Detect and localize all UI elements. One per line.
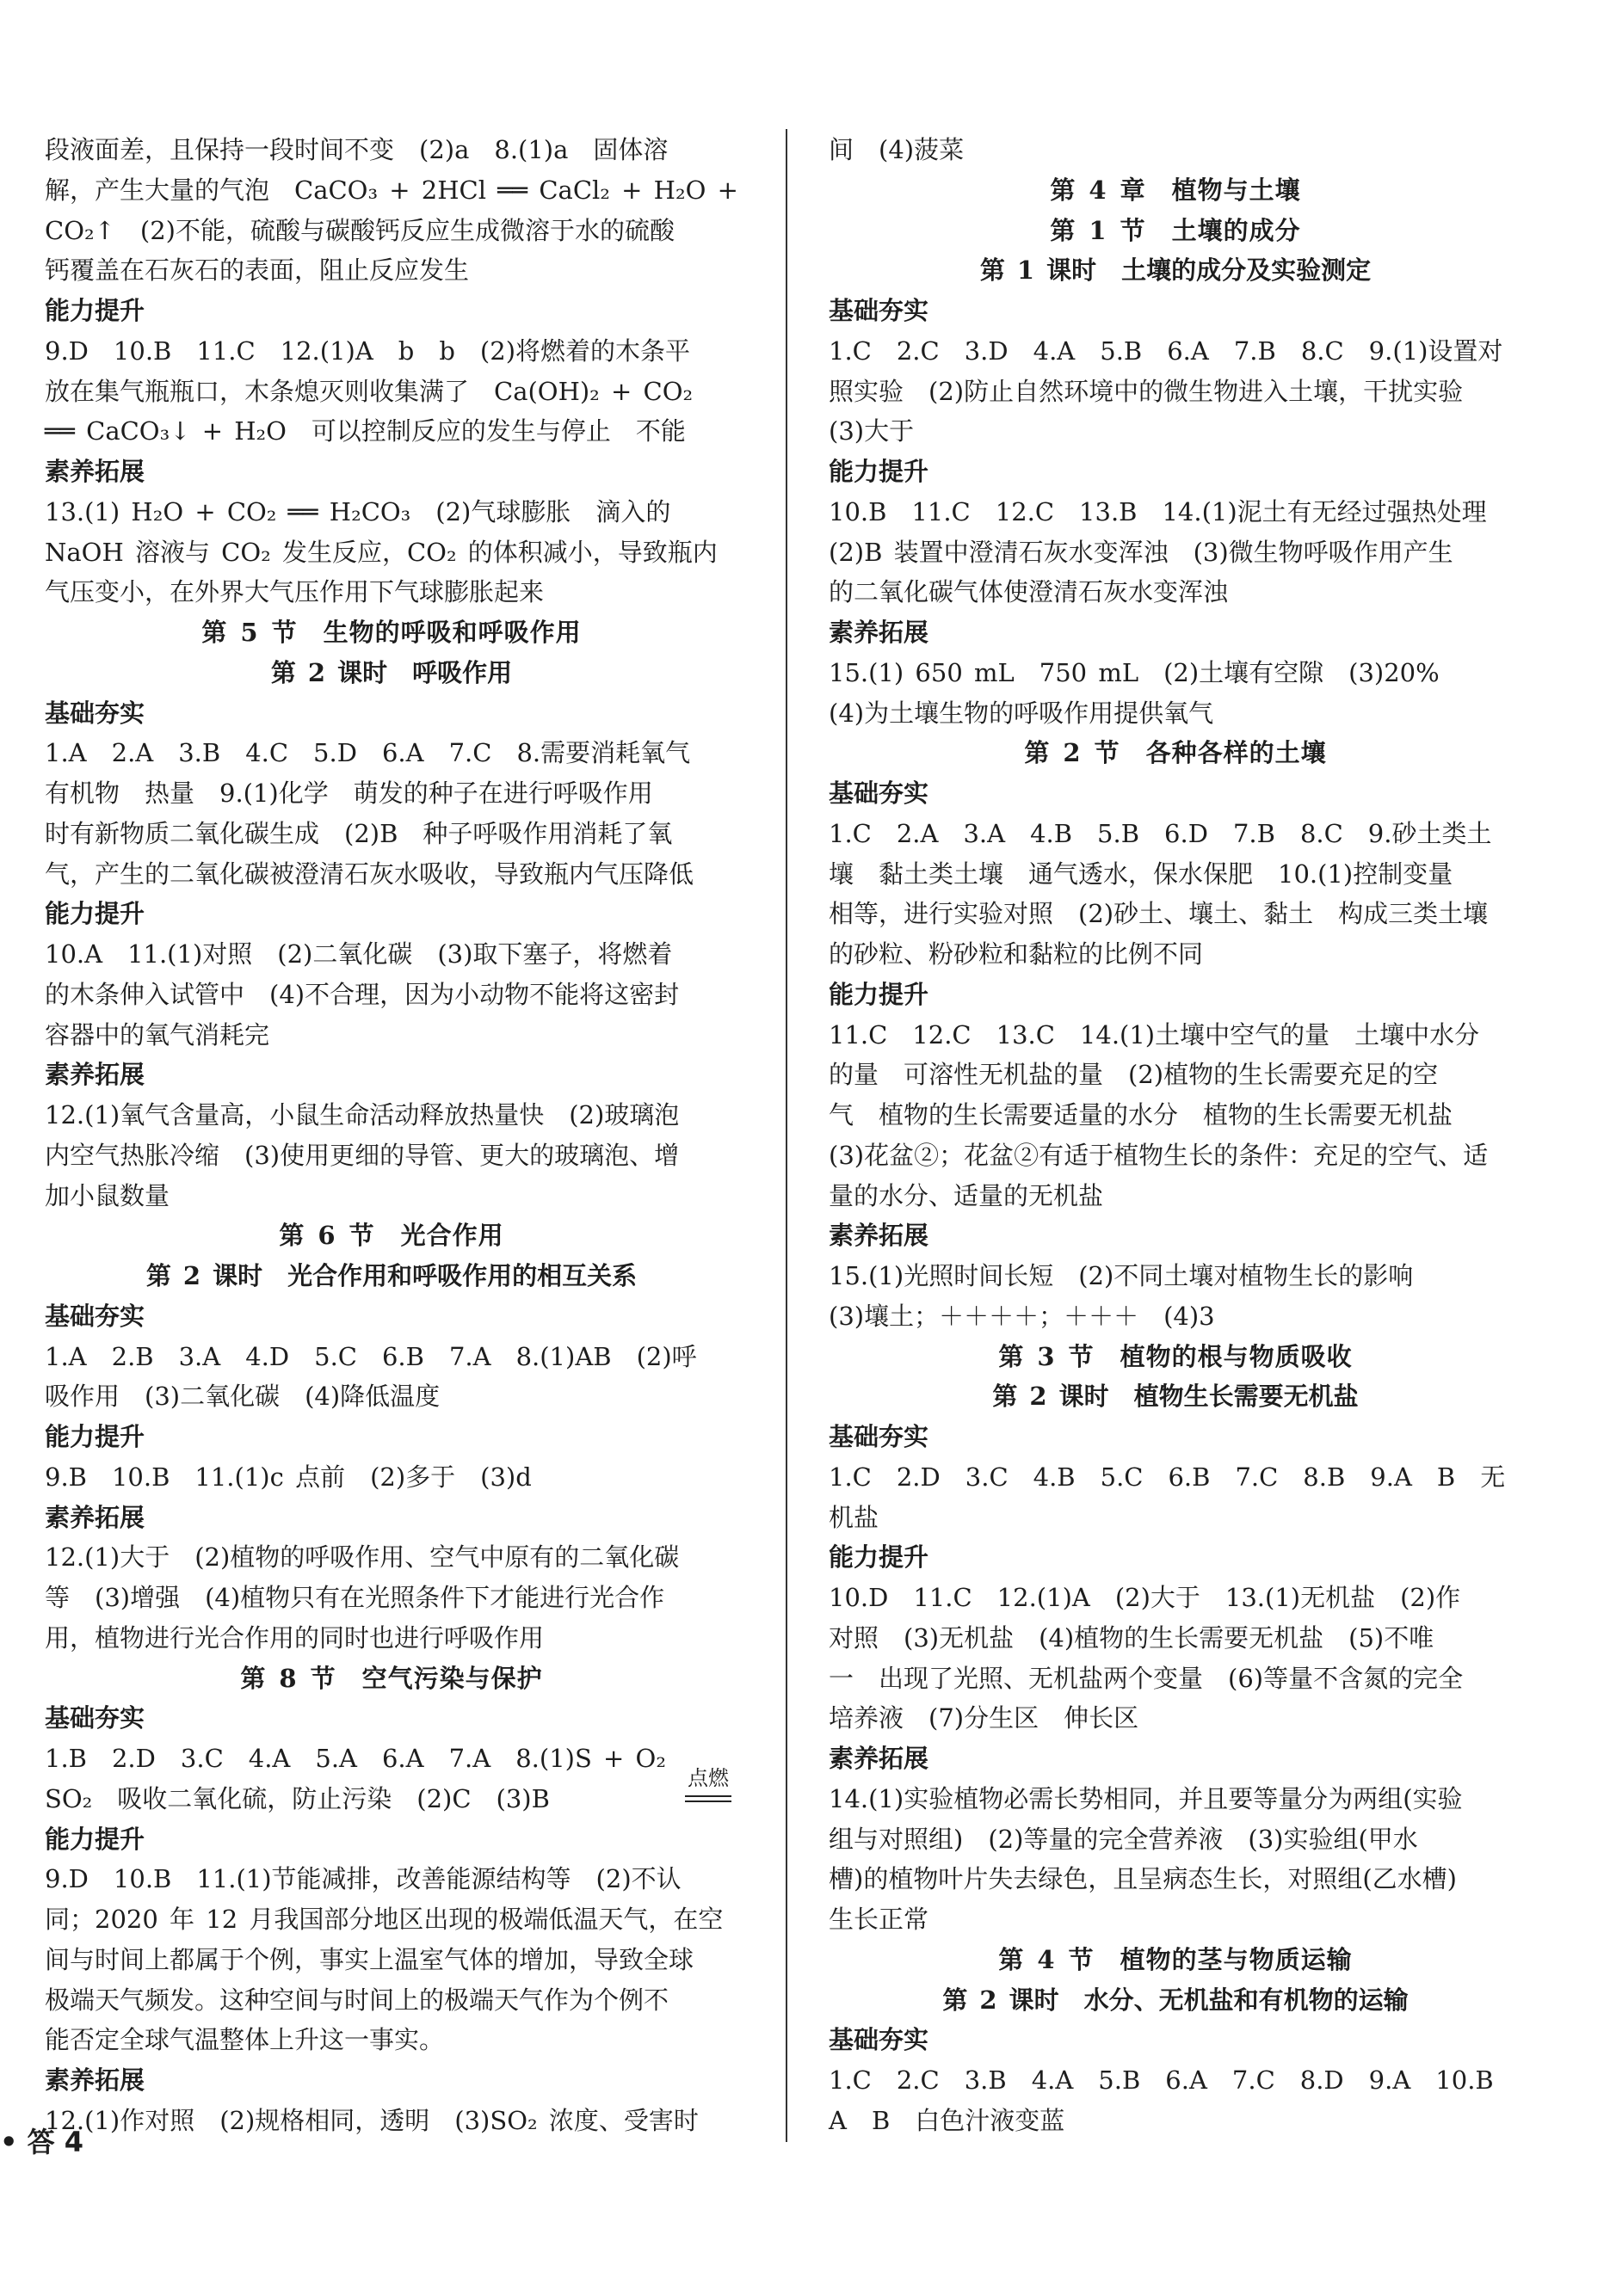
answer-line: 对照 (3)无机盐 (4)植物的生长需要无机盐 (5)不唯 bbox=[829, 1622, 1434, 1653]
section-heading: 第 4 章 植物与土壤 bbox=[1050, 175, 1301, 205]
section-label: 素养拓展 bbox=[45, 457, 145, 486]
answer-line: ══ CaCO₃↓ + H₂O 可以控制反应的发生与停止 不能 bbox=[45, 416, 686, 446]
answer-line: 气 植物的生长需要适量的水分 植物的生长需要无机盐 bbox=[829, 1100, 1453, 1130]
answer-line: 解，产生大量的气泡 CaCO₃ + 2HCl ══ CaCl₂ + H₂O + bbox=[45, 175, 738, 205]
section-label: 素养拓展 bbox=[45, 2065, 145, 2095]
answer-line: 段液面差，且保持一段时间不变 (2)a 8.(1)a 固体溶 bbox=[45, 135, 669, 164]
section-label: 基础夯实 bbox=[829, 779, 929, 808]
answer-line: 10.A 11.(1)对照 (2)二氧化碳 (3)取下塞子，将燃着 bbox=[45, 939, 673, 969]
answer-line: 12.(1)大于 (2)植物的呼吸作用、空气中原有的二氧化碳 bbox=[45, 1542, 680, 1573]
section-label: 能力提升 bbox=[829, 1542, 929, 1573]
answer-line: NaOH 溶液与 CO₂ 发生反应，CO₂ 的体积减小，导致瓶内 bbox=[45, 537, 718, 567]
answer-line: 12.(1)作对照 (2)规格相同，透明 (3)SO₂ 浓度、受害时 bbox=[45, 2105, 699, 2135]
lesson-heading: 第 2 课时 呼吸作用 bbox=[270, 657, 513, 687]
answer-line: 同；2020 年 12 月我国部分地区出现的极端低温天气，在空 bbox=[45, 1905, 724, 1934]
lesson-heading: 第 2 课时 水分、无机盐和有机物的运输 bbox=[942, 1985, 1409, 2015]
answer-line: A B 白色汁液变蓝 bbox=[829, 2105, 1065, 2135]
answer-line: 12.(1)氧气含量高，小鼠生命活动释放热量快 (2)玻璃泡 bbox=[45, 1100, 680, 1130]
section-label: 基础夯实 bbox=[829, 2025, 929, 2055]
answer-line: 加小鼠数量 bbox=[45, 1180, 170, 1210]
section-label: 基础夯实 bbox=[45, 698, 145, 728]
answer-line: 气压变小，在外界大气压作用下气球膨胀起来 bbox=[45, 577, 545, 607]
answer-line: 15.(1) 650 mL 750 mL (2)土壤有空隙 (3)20% bbox=[829, 657, 1440, 687]
answer-line: 的木条伸入试管中 (4)不合理，因为小动物不能将这密封 bbox=[45, 979, 680, 1009]
answer-line: 容器中的氧气消耗完 bbox=[45, 1019, 270, 1050]
answer-line: 培养液 (7)分生区 伸长区 bbox=[829, 1703, 1139, 1733]
section-heading: 第 6 节 光合作用 bbox=[279, 1221, 504, 1251]
section-label: 能力提升 bbox=[829, 457, 929, 486]
answer-line: (3)大于 bbox=[829, 416, 915, 446]
answer-line: 吸作用 (3)二氧化碳 (4)降低温度 bbox=[45, 1382, 441, 1412]
page-footer: • 答 4 bbox=[0, 2126, 84, 2158]
section-label: 基础夯实 bbox=[829, 296, 929, 325]
answer-line: 1.C 2.C 3.D 4.A 5.B 6.A 7.B 8.C 9.(1)设置对 bbox=[829, 335, 1503, 366]
answer-line: 生长正常 bbox=[829, 1905, 929, 1934]
answer-line: 1.C 2.D 3.C 4.B 5.C 6.B 7.C 8.B 9.A B 无 bbox=[829, 1462, 1506, 1492]
section-heading: 第 1 节 土壤的成分 bbox=[1050, 215, 1301, 245]
answer-line: 1.B 2.D 3.C 4.A 5.A 6.A 7.A 8.(1)S + O₂ bbox=[45, 1744, 666, 1773]
answer-line: 一 出现了光照、无机盐两个变量 (6)等量不含氮的完全 bbox=[829, 1663, 1464, 1693]
answer-line: (4)为土壤生物的呼吸作用提供氧气 bbox=[829, 698, 1214, 728]
answer-line: 9.B 10.B 11.(1)c 点前 (2)多于 (3)d bbox=[45, 1462, 532, 1492]
answer-line: 1.A 2.A 3.B 4.C 5.D 6.A 7.C 8.需要消耗氧气 bbox=[45, 738, 691, 768]
answer-line: (3)花盆②；花盆②有适于植物生长的条件：充足的空气、适 bbox=[829, 1140, 1489, 1170]
section-label: 能力提升 bbox=[45, 296, 145, 325]
section-heading: 第 3 节 植物的根与物质吸收 bbox=[998, 1341, 1353, 1371]
section-label: 素养拓展 bbox=[45, 1502, 145, 1532]
answer-line: 相等，进行实验对照 (2)砂土、壤土、黏土 构成三类土壤 bbox=[829, 899, 1489, 929]
lesson-heading: 第 1 课时 土壤的成分及实验测定 bbox=[979, 255, 1372, 286]
answer-line: 时有新物质二氧化碳生成 (2)B 种子呼吸作用消耗了氧 bbox=[45, 818, 673, 848]
answer-line: 15.(1)光照时间长短 (2)不同土壤对植物生长的影响 bbox=[829, 1261, 1414, 1290]
answer-line: 槽)的植物叶片失去绿色，且呈病态生长，对照组(乙水槽) bbox=[829, 1864, 1457, 1894]
answer-line: 1.C 2.A 3.A 4.B 5.B 6.D 7.B 8.C 9.砂土类土 bbox=[829, 818, 1492, 848]
answer-line: 13.(1) H₂O + CO₂ ══ H₂CO₃ (2)气球膨胀 滴入的 bbox=[45, 496, 671, 526]
equals-bar-top bbox=[685, 1795, 731, 1797]
section-label: 素养拓展 bbox=[829, 1744, 929, 1773]
answer-line: 组与对照组) (2)等量的完全营养液 (3)实验组(甲水 bbox=[829, 1824, 1418, 1854]
reaction-condition bbox=[685, 1766, 731, 1790]
answer-line: (2)B 装置中澄清石灰水变浑浊 (3)微生物呼吸作用产生 bbox=[829, 537, 1453, 567]
column-divider bbox=[786, 129, 787, 2142]
answer-line: SO₂ 吸收二氧化硫，防止污染 (2)C (3)B bbox=[45, 1783, 550, 1813]
section-label: 能力提升 bbox=[45, 899, 145, 929]
answer-line: 量的水分、适量的无机盐 bbox=[829, 1180, 1104, 1210]
answer-line: 机盐 bbox=[829, 1502, 879, 1532]
answer-line: 放在集气瓶瓶口，木条熄灭则收集满了 Ca(OH)₂ + CO₂ bbox=[45, 376, 694, 406]
section-heading: 第 8 节 空气污染与保护 bbox=[240, 1663, 543, 1693]
answer-line: 的砂粒、粉砂粒和黏粒的比例不同 bbox=[829, 939, 1204, 969]
section-heading: 第 5 节 生物的呼吸和呼吸作用 bbox=[201, 618, 582, 647]
answer-line: 间与时间上都属于个例，事实上温室气体的增加，导致全球 bbox=[45, 1944, 694, 1974]
section-label: 基础夯实 bbox=[45, 1301, 145, 1331]
lesson-heading: 第 2 课时 植物生长需要无机盐 bbox=[992, 1382, 1359, 1412]
answer-line: 有机物 热量 9.(1)化学 萌发的种子在进行呼吸作用 bbox=[45, 779, 653, 808]
section-label: 基础夯实 bbox=[829, 1422, 929, 1451]
lesson-heading: 第 2 课时 光合作用和呼吸作用的相互关系 bbox=[145, 1261, 638, 1290]
answer-line: 间 (4)菠菜 bbox=[829, 135, 965, 164]
section-label: 素养拓展 bbox=[45, 1060, 145, 1090]
section-label: 能力提升 bbox=[45, 1422, 145, 1451]
section-label: 素养拓展 bbox=[829, 618, 929, 647]
answer-line: 极端天气频发。这种空间与时间上的极端天气作为个例不 bbox=[45, 1985, 669, 2015]
section-heading: 第 4 节 植物的茎与物质运输 bbox=[998, 1944, 1353, 1974]
section-label: 能力提升 bbox=[45, 1824, 145, 1854]
answer-line: 的二氧化碳气体使澄清石灰水变浑浊 bbox=[829, 577, 1229, 607]
answer-line: 内空气热胀冷缩 (3)使用更细的导管、更大的玻璃泡、增 bbox=[45, 1140, 680, 1170]
answer-line: 壤 黏土类土壤 通气透水，保水保肥 10.(1)控制变量 bbox=[829, 859, 1453, 889]
answer-line: 10.D 11.C 12.(1)A (2)大于 13.(1)无机盐 (2)作 bbox=[829, 1583, 1461, 1612]
answer-line: 的量 可溶性无机盐的量 (2)植物的生长需要充足的空 bbox=[829, 1060, 1439, 1090]
equals-bar-bottom bbox=[685, 1800, 731, 1802]
answer-line: 9.D 10.B 11.(1)节能减排，改善能源结构等 (2)不认 bbox=[45, 1864, 682, 1894]
answer-line: 用，植物进行光合作用的同时也进行呼吸作用 bbox=[45, 1622, 545, 1653]
answer-line: 14.(1)实验植物必需长势相同，并且要等量分为两组(实验 bbox=[829, 1783, 1463, 1813]
answer-line: 钙覆盖在石灰石的表面，阻止反应发生 bbox=[45, 255, 470, 286]
answer-line: 11.C 12.C 13.C 14.(1)土壤中空气的量 土壤中水分 bbox=[829, 1019, 1480, 1050]
answer-line: 等 (3)增强 (4)植物只有在光照条件下才能进行光合作 bbox=[45, 1583, 665, 1612]
reaction-condition-label: 点燃 bbox=[688, 1765, 729, 1790]
answer-line: 能否定全球气温整体上升这一事实。 bbox=[45, 2025, 445, 2055]
answer-line: 1.A 2.B 3.A 4.D 5.C 6.B 7.A 8.(1)AB (2)呼 bbox=[45, 1341, 697, 1371]
answer-line: 气，产生的二氧化碳被澄清石灰水吸收，导致瓶内气压降低 bbox=[45, 859, 694, 889]
answer-line: 1.C 2.C 3.B 4.A 5.B 6.A 7.C 8.D 9.A 10.B bbox=[829, 2065, 1494, 2095]
section-heading: 第 2 节 各种各样的土壤 bbox=[1024, 738, 1327, 768]
answer-line: (3)壤土；＋＋＋＋；＋＋＋ (4)3 bbox=[829, 1301, 1215, 1331]
section-label: 基础夯实 bbox=[45, 1703, 145, 1733]
answer-line: CO₂↑ (2)不能，硫酸与碳酸钙反应生成微溶于水的硫酸 bbox=[45, 215, 675, 245]
answer-line: 9.D 10.B 11.C 12.(1)A b b (2)将燃着的木条平 bbox=[45, 335, 691, 366]
section-label: 能力提升 bbox=[829, 979, 929, 1009]
answer-line: 照实验 (2)防止自然环境中的微生物进入土壤，干扰实验 bbox=[829, 376, 1464, 406]
section-label: 素养拓展 bbox=[829, 1221, 929, 1251]
answer-line: 10.B 11.C 12.C 13.B 14.(1)泥土有无经过强热处理 bbox=[829, 496, 1487, 526]
